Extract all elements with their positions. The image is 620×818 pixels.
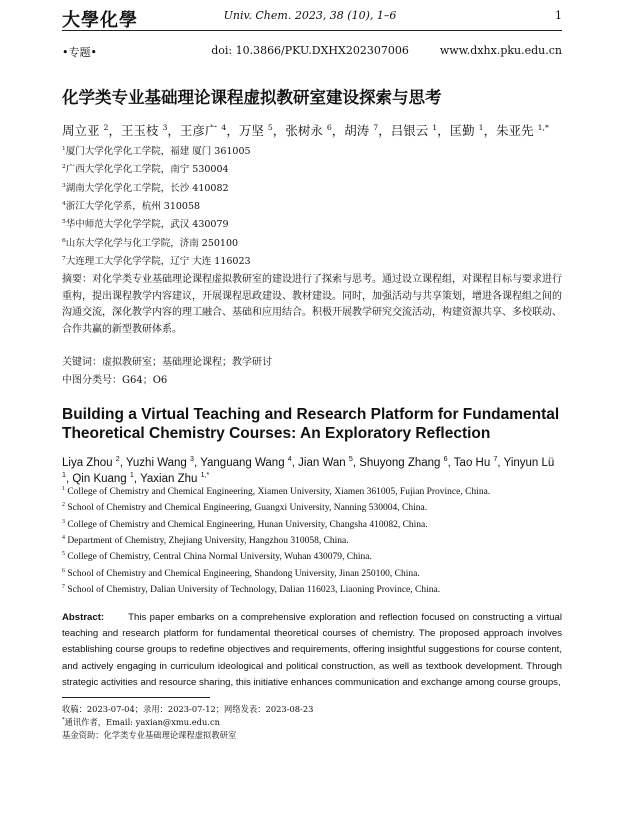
affiliation-line (62, 180, 229, 194)
author-affiliation-mark: 3 (190, 455, 194, 464)
english-title: Building a Virtual Teaching and Research Platform for Fundamental Theoretical Chemistry Courses: An Exploratory Reflection (62, 406, 560, 442)
english-abstract-text: This paper embarks on a comprehensive exploration and reflection focused on constructing a virtual teaching and research platform for fundamental theoretical courses of chemistry. The proposed approach involves establishing course groups to redefine objectives and requirements, offering insightful suggestions for course content, and actively engaging in curriculum ideological and political construction, as well as textbook development. Through strategic activities and resource sharing, this initiative enhances communication and exchange among course groups, (62, 612, 562, 688)
affiliation-number: 2 (62, 502, 65, 509)
affiliation-text: 华中师范大学化学学院，武汉 430079 (65, 219, 229, 231)
affiliation-line (62, 536, 349, 546)
journal-citation: Univ. Chem. 2023, 38 (10), 1–6 (223, 9, 397, 22)
corresponding-email[interactable]: 通讯作者，Email: yaxian@xmu.edu.cn (64, 717, 220, 727)
affiliation-number: 5 (62, 219, 66, 226)
affiliation-text: Department of Chemistry, Zhejiang University, Hangzhou 310058, China. (64, 535, 349, 546)
affiliation-text: School of Chemistry and Chemical Engineering, Shandong University, Jinan 250100, China. (64, 568, 420, 579)
chinese-keywords: 关键词：虚拟教研室；基础理论课程；教学研讨 (62, 357, 272, 368)
chinese-title: 化学类专业基础理论课程虚拟教研室建设探索与思考 (62, 88, 442, 107)
author-name: Shuyong Zhang (359, 457, 441, 469)
author-name: Yanguang Wang (200, 457, 285, 469)
affiliation-line (62, 253, 251, 267)
affiliation-line (62, 216, 229, 230)
author-name: Liya Zhou (62, 457, 113, 469)
header-rule (62, 30, 562, 31)
author-affiliation-mark: 4 (287, 455, 292, 464)
section-tag: •专题• (62, 46, 97, 59)
affiliation-line (62, 585, 440, 595)
affiliation-line (62, 520, 428, 530)
author-affiliation-mark: 1,* (537, 122, 549, 132)
author-name: 匡勤 (449, 123, 475, 138)
affiliation-text: 厦门大学化学化工学院，福建 厦门 361005 (65, 146, 251, 157)
author-affiliation-mark: 5 (348, 455, 353, 464)
affiliation-text: 山东大学化学与化工学院，济南 250100 (65, 237, 239, 249)
funding-note: 基金资助：化学类专业基础理论课程虚拟教研室 (62, 730, 237, 740)
affiliation-line (62, 487, 490, 497)
website-link[interactable]: www.dxhx.pku.edu.cn (439, 44, 562, 57)
author-affiliation-mark: 3 (162, 122, 168, 132)
author-affiliation-mark: 5 (267, 122, 273, 132)
author-name: Yaxian Zhu (140, 473, 198, 485)
chinese-author-list: 周立亚 $^2$，王玉枝 $^3$，王彦广 $^4$，万坚 $^5$，张树永 $^6$，胡涛 $^7$，吕银云 $^1$，匡勤 $^1$，朱亚先 $^{1,*}$ (62, 122, 549, 138)
author-affiliation-mark: 2 (103, 122, 109, 132)
affiliation-number: 1 (62, 485, 65, 492)
affiliation-text: 广西大学化学化工学院，南宁 530004 (65, 164, 229, 176)
author-name: 吕银云 (390, 123, 429, 138)
author-affiliation-mark: 6 (326, 122, 332, 132)
author-name: 王玉枝 (120, 123, 159, 138)
author-name: Yinyun Lü (503, 457, 555, 469)
classification-number: 中图分类号：G64；O6 (62, 375, 168, 386)
page-number: 1 (555, 9, 562, 22)
affiliation-number: 7 (62, 583, 65, 590)
chinese-abstract (62, 272, 562, 338)
affiliation-line (62, 503, 427, 513)
author-name: 张树永 (285, 123, 323, 138)
author-affiliation-mark: 1 (129, 471, 134, 480)
affiliation-text: 浙江大学化学系，杭州 310058 (65, 200, 201, 212)
doi-link[interactable]: doi: 10.3866/PKU.DXHX202307006 (211, 44, 409, 57)
affiliation-line (62, 143, 251, 157)
author-affiliation-mark: 1 (478, 122, 484, 132)
affiliation-text: College of Chemistry and Chemical Engineering, Xiamen University, Xiamen 361005, Fujian Province, China. (64, 487, 491, 497)
author-name: 万坚 (238, 123, 264, 138)
affiliation-number: 4 (62, 534, 65, 541)
author-affiliation-mark: 2 (115, 455, 120, 464)
affiliation-text: 湖南大学化学化工学院，长沙 410082 (65, 182, 229, 194)
author-name: Jian Wan (298, 457, 346, 469)
author-name: 王彦广 (179, 123, 218, 138)
author-name: Qin Kuang (72, 473, 127, 485)
affiliation-number: 6 (62, 237, 66, 244)
affiliation-number: 6 (62, 567, 65, 574)
english-abstract-label: Abstract: (62, 612, 105, 623)
affiliation-number: 1 (62, 145, 66, 152)
author-affiliation-mark: 1,* (200, 471, 210, 480)
affiliation-number: 5 (62, 551, 65, 558)
author-affiliation-mark: 7 (493, 455, 498, 464)
author-name: Yuzhi Wang (125, 457, 187, 469)
author-name: 朱亚先 (496, 123, 534, 138)
english-author-list: Liya Zhou $^2$, Yuzhi Wang $^3$, Yanguang Wang $^4$, Jian Wan $^5$, Shuyong Zhang $^6$, Tao Hu $^7$, Yinyun Lü $^1$, Qin Kuang $^1$, Yaxian Zhu $^{1,*}$ (62, 455, 555, 485)
affiliation-text: 大连理工大学化学学院，辽宁 大连 116023 (65, 255, 251, 267)
affiliation-line (62, 569, 420, 579)
affiliation-line (62, 198, 200, 212)
affiliation-number: 7 (62, 255, 66, 262)
chinese-abstract-text: 对化学类专业基础理论课程虚拟教研室的建设进行了探索与思考。通过设立课程组，对课程目标与要求进行重构，提出课程教学内容建议，开展课程思政建设、教材建设。同时，加强活动与共享策划，增进各课程组之间的沟通交流，深化教学内容的理工融合、基础和应用结合。积极开展教学研究交流活动，构建资源共享、多校联动、合作共赢的新型教研体系。 (62, 274, 562, 335)
affiliation-line (62, 235, 238, 249)
author-affiliation-mark: 1 (62, 471, 66, 480)
affiliation-text: College of Chemistry and Chemical Engineering, Hunan University, Changsha 410082, China. (64, 519, 428, 530)
author-affiliation-mark: 7 (373, 122, 379, 132)
affiliation-number: 3 (62, 518, 65, 525)
affiliation-line (62, 161, 229, 175)
author-name: 胡涛 (344, 123, 370, 138)
corresponding-mark: * (62, 717, 65, 724)
affiliation-text: School of Chemistry and Chemical Engineering, Guangxi University, Nanning 530004, China. (64, 503, 428, 514)
affiliation-text: College of Chemistry, Central China Normal University, Wuhan 430079, China. (64, 552, 372, 563)
author-name: Tao Hu (453, 457, 491, 469)
chinese-abstract-label: 摘要： (62, 274, 92, 285)
english-abstract (62, 610, 562, 691)
journal-logo: 大學化學 (62, 10, 138, 31)
affiliation-number: 2 (62, 164, 66, 171)
affiliation-text: School of Chemistry, Dalian University of Technology, Dalian 116023, Liaoning Province, China. (64, 584, 441, 595)
author-name: 周立亚 (62, 123, 100, 138)
author-affiliation-mark: 4 (221, 122, 227, 132)
footnote-rule (62, 697, 210, 698)
affiliation-line (62, 552, 372, 562)
author-affiliation-mark: 1 (432, 122, 438, 132)
affiliation-number: 4 (62, 200, 66, 207)
corresponding-author (62, 716, 220, 728)
received-dates: 收稿：2023-07-04；录用：2023-07-12；网络发表：2023-08-23 (62, 704, 314, 714)
author-affiliation-mark: 6 (443, 455, 448, 464)
affiliation-number: 3 (62, 182, 66, 189)
